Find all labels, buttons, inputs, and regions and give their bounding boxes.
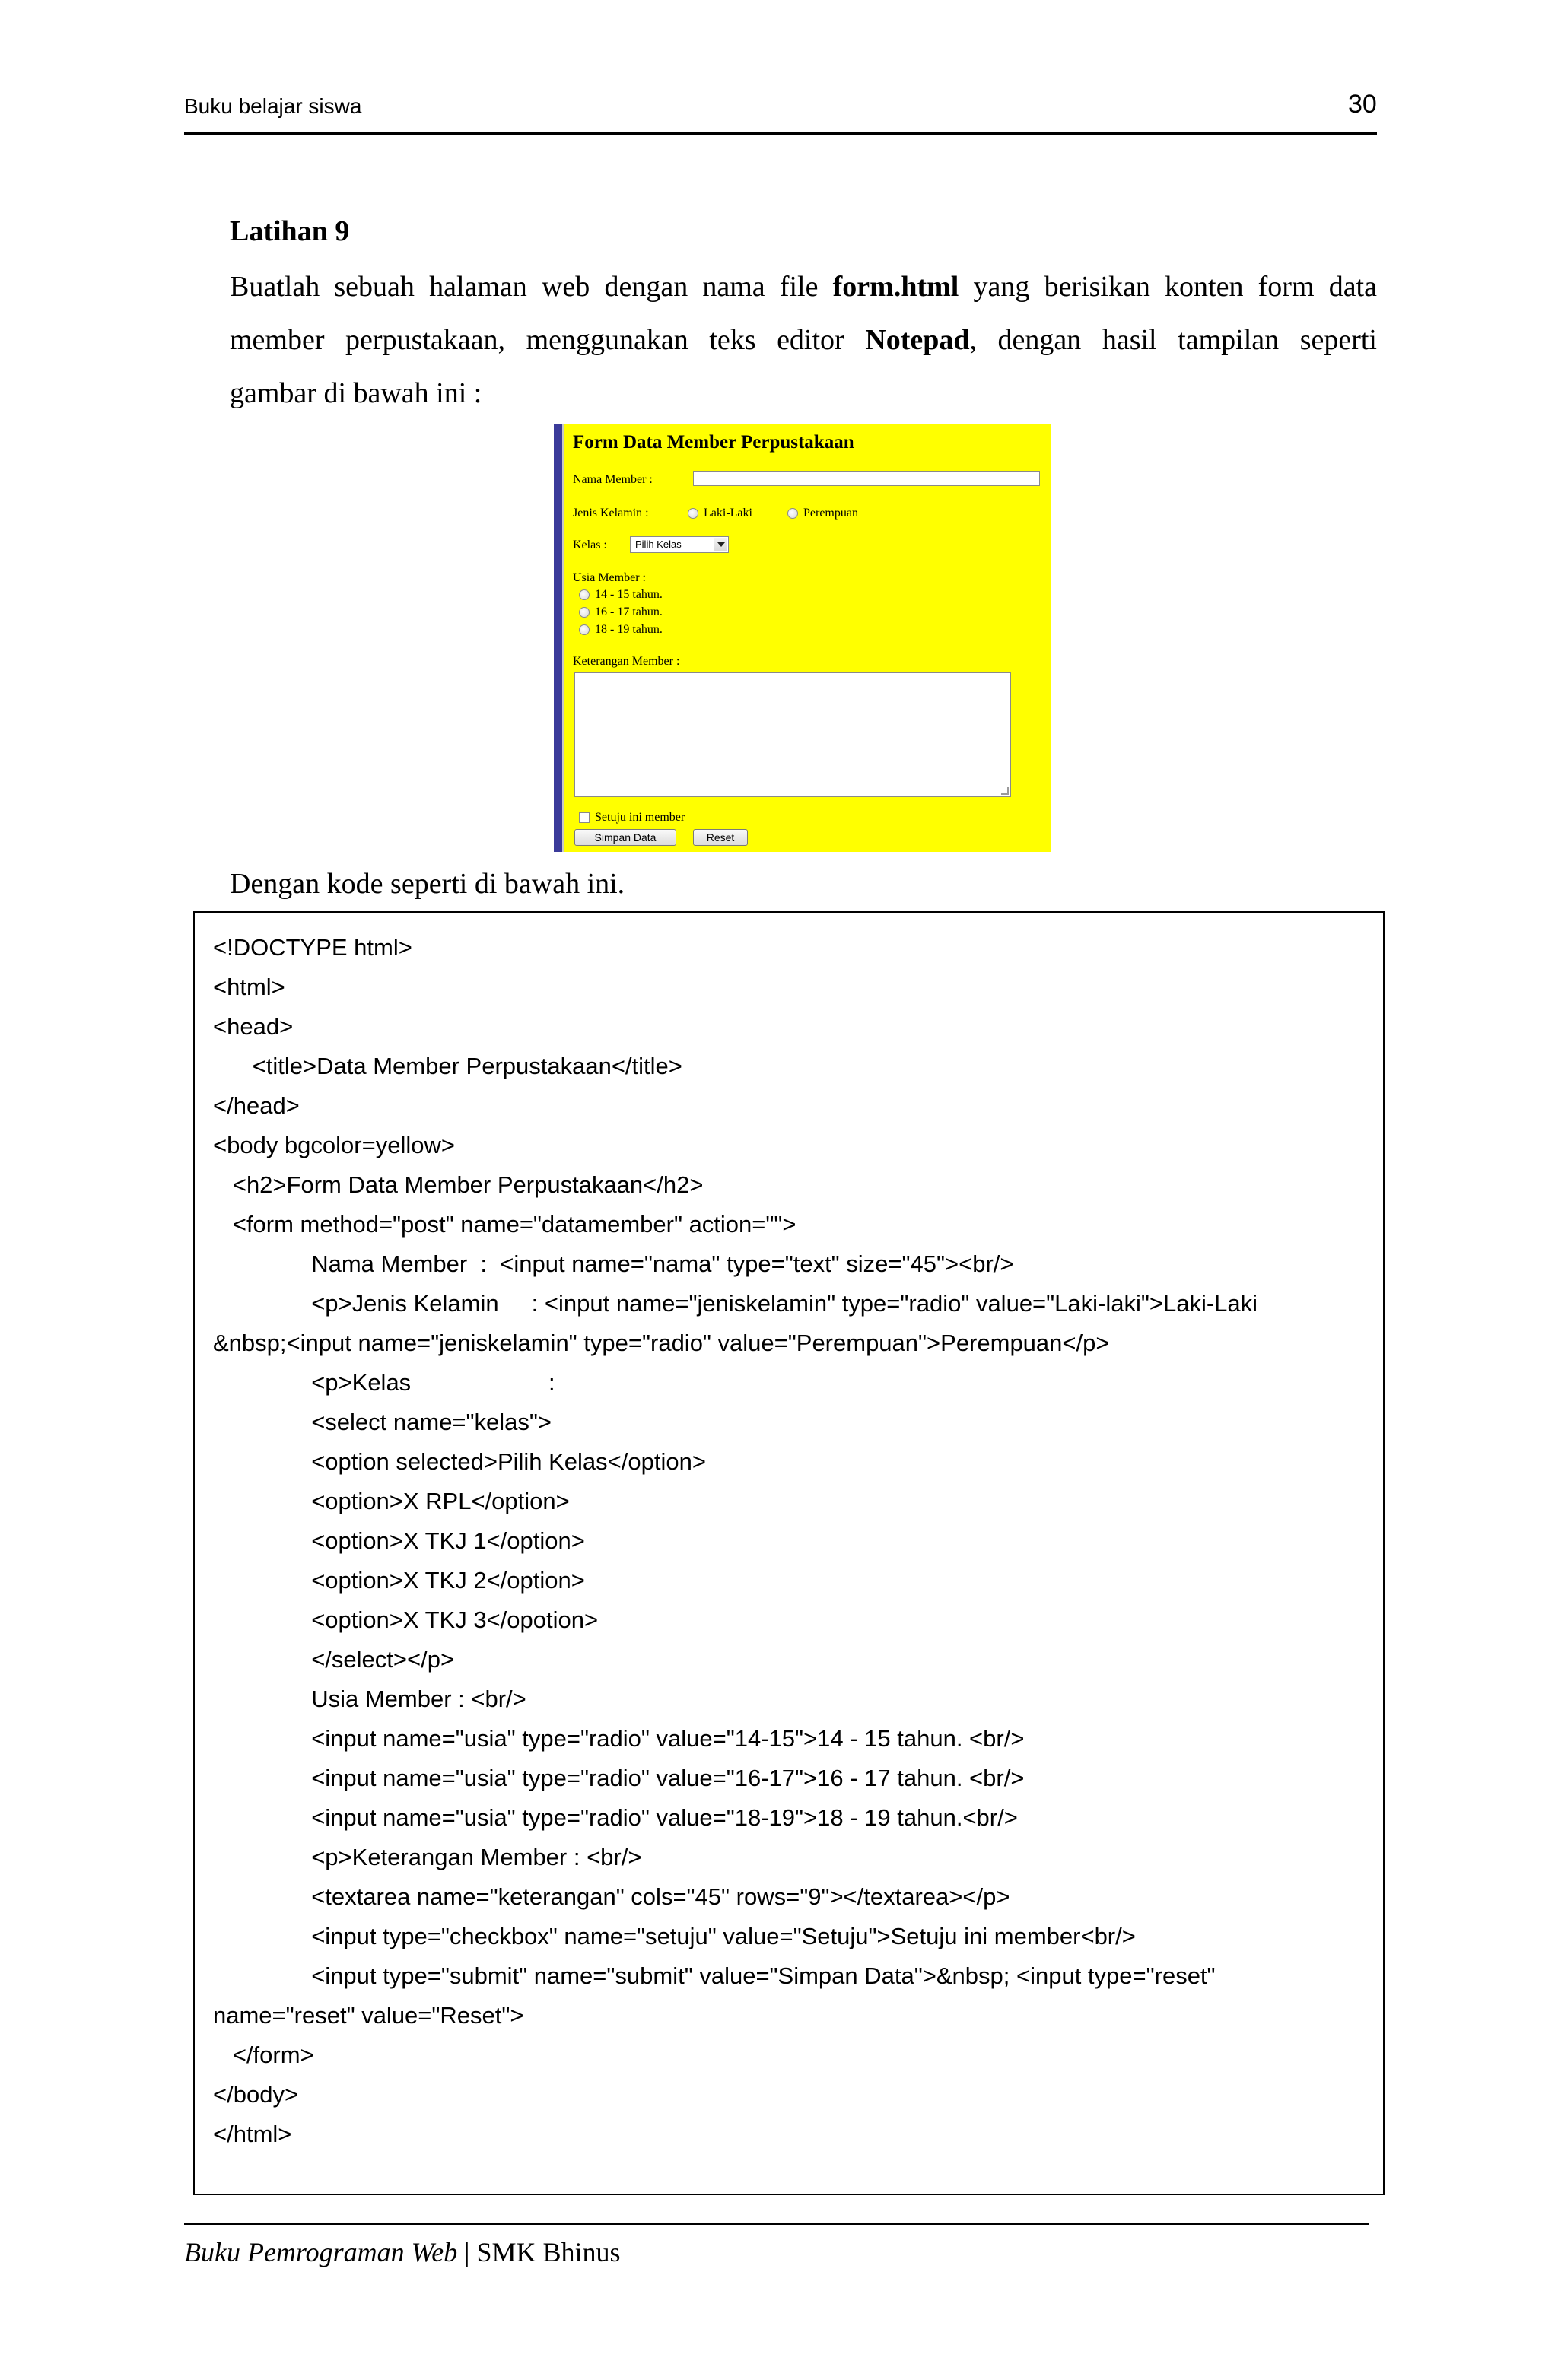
- radio-usia-16-17: [579, 607, 590, 618]
- nama-label: Nama Member :: [573, 473, 653, 486]
- form-heading: Form Data Member Perpustakaan: [573, 432, 854, 453]
- code-line: &nbsp;<input name="jeniskelamin" type="radio" value="Perempuan">Perempuan</p>: [213, 1330, 1110, 1356]
- code-line: <head>: [213, 1013, 294, 1040]
- keterangan-textarea: [574, 672, 1011, 797]
- filename-emphasis: form.html: [832, 271, 959, 303]
- footer-rule: [184, 2223, 1369, 2225]
- code-line: <option>X RPL</option>: [213, 1488, 570, 1514]
- usia-label: Usia Member :: [573, 571, 646, 584]
- resize-handle-icon: [1001, 787, 1009, 795]
- radio-label-usia: 18 - 19 tahun.: [595, 623, 663, 636]
- code-line: </head>: [213, 1092, 300, 1119]
- code-listing: [193, 911, 1385, 2195]
- code-line: <body bgcolor=yellow>: [213, 1132, 455, 1158]
- code-line: <option selected>Pilih Kelas</option>: [213, 1448, 706, 1475]
- code-line: <!DOCTYPE html>: [213, 934, 412, 961]
- code-line: Nama Member : <input name="nama" type="text" size="45"><br/>: [213, 1250, 1014, 1277]
- page-number: 30: [1348, 90, 1377, 119]
- exercise-text-line: gambar di bawah ini :: [230, 377, 482, 409]
- code-line: Usia Member : <br/>: [213, 1686, 526, 1712]
- code-line: <option>X TKJ 2</option>: [213, 1567, 585, 1594]
- code-line: <input name="usia" type="radio" value="18-19">18 - 19 tahun.<br/>: [213, 1804, 1018, 1831]
- code-line: <h2>Form Data Member Perpustakaan</h2>: [213, 1171, 704, 1198]
- dropdown-button: [714, 538, 727, 551]
- code-line: <title>Data Member Perpustakaan</title>: [213, 1053, 682, 1079]
- code-line: <input name="usia" type="radio" value="16-17">16 - 17 tahun. <br/>: [213, 1765, 1025, 1791]
- code-line: <textarea name="keterangan" cols="45" rows="9"></textarea></p>: [213, 1883, 1010, 1910]
- code-line: <p>Jenis Kelamin : <input name="jeniskelamin" type="radio" value="Laki-laki">Laki-Laki: [213, 1290, 1258, 1317]
- code-line: name="reset" value="Reset">: [213, 2002, 524, 2029]
- checkbox-label: Setuju ini member: [595, 811, 685, 824]
- footer-separator: |: [457, 2237, 477, 2267]
- radio-usia-14-15: [579, 589, 590, 600]
- reset-button: Reset: [693, 829, 748, 846]
- editor-emphasis: Notepad: [865, 324, 970, 356]
- code-line: <form method="post" name="datamember" action="">: [213, 1211, 796, 1238]
- radio-label-laki-laki: Laki-Laki: [704, 507, 752, 520]
- code-line: </select></p>: [213, 1646, 455, 1673]
- code-line: <input name="usia" type="radio" value="14-15">14 - 15 tahun. <br/>: [213, 1725, 1025, 1752]
- radio-label-perempuan: Perempuan: [803, 507, 858, 520]
- simpan-data-button: Simpan Data: [574, 829, 676, 846]
- radio-perempuan: [787, 508, 798, 519]
- code-line: <option>X TKJ 3</opotion>: [213, 1606, 599, 1633]
- window-edge-gap: [562, 424, 564, 852]
- code-line: <html>: [213, 974, 285, 1000]
- exercise-text-line: member perpustakaan, menggunakan teks editor Notepad, dengan hasil tampilan seperti: [230, 324, 1377, 356]
- radio-laki-laki: [688, 508, 698, 519]
- code-line: <input type="checkbox" name="setuju" value="Setuju">Setuju ini member<br/>: [213, 1923, 1136, 1949]
- radio-usia-18-19: [579, 624, 590, 635]
- window-edge: [554, 424, 562, 852]
- kelas-label: Kelas :: [573, 539, 607, 551]
- code-line: <p>Kelas :: [213, 1369, 555, 1396]
- jenis-kelamin-label: Jenis Kelamin :: [573, 507, 649, 520]
- code-line: <input type="submit" name="submit" value="Simpan Data">&nbsp; <input type="reset": [213, 1962, 1216, 1989]
- keterangan-label: Keterangan Member :: [573, 655, 680, 668]
- setuju-checkbox: [579, 812, 590, 823]
- form-preview-screenshot: [554, 424, 1051, 852]
- footer-school: SMK Bhinus: [476, 2237, 621, 2267]
- radio-label-usia: 14 - 15 tahun.: [595, 588, 663, 601]
- kelas-select: [630, 536, 729, 553]
- exercise-text-line: Buatlah sebuah halaman web dengan nama file form.html yang berisikan konten form data: [230, 271, 1377, 303]
- header-rule: [184, 132, 1377, 135]
- exercise-title: Latihan 9: [230, 215, 350, 247]
- chevron-down-icon: [717, 542, 725, 547]
- running-footer: [184, 2236, 621, 2268]
- code-intro-text: Dengan kode seperti di bawah ini.: [230, 868, 625, 900]
- code-line: <option>X TKJ 1</option>: [213, 1527, 585, 1554]
- code-line: </body>: [213, 2081, 299, 2108]
- radio-label-usia: 16 - 17 tahun.: [595, 605, 663, 618]
- footer-book-title: Buku Pemrograman Web: [184, 2237, 458, 2267]
- code-line: </html>: [213, 2121, 292, 2147]
- code-line: <select name="kelas">: [213, 1409, 552, 1435]
- kelas-select-value: Pilih Kelas: [635, 539, 682, 550]
- running-header: Buku belajar siswa: [184, 94, 362, 118]
- code-line: </form>: [213, 2042, 314, 2068]
- nama-input: [693, 471, 1040, 486]
- code-line: <p>Keterangan Member : <br/>: [213, 1844, 642, 1870]
